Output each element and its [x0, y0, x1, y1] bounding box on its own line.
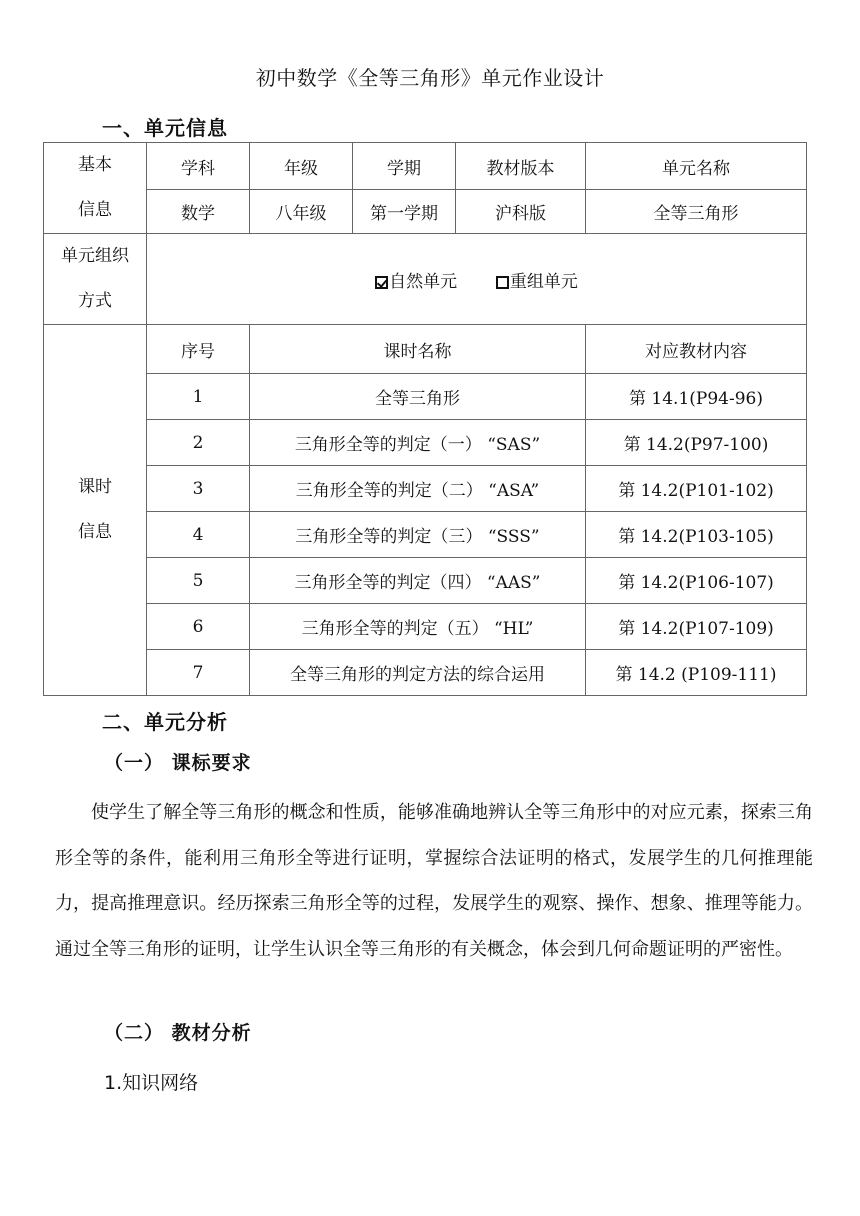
- table-row: [44, 558, 807, 604]
- lesson-header-row: [44, 325, 807, 374]
- value-textbook-version: 沪科版: [456, 190, 586, 234]
- lesson-content: 第 14.2(P107-109): [586, 604, 807, 650]
- lesson-no: 5: [147, 558, 250, 604]
- subheading-textbook-analysis: （二） 教材分析: [104, 1022, 252, 1044]
- org-options: [147, 234, 807, 325]
- value-subject: 数学: [147, 190, 250, 234]
- lesson-name: 全等三角形的判定方法的综合运用: [250, 650, 586, 696]
- header-subject: 学科: [147, 143, 250, 190]
- basic-info-label: 基本 信息: [44, 143, 147, 234]
- section-heading-unit-analysis: 二、单元分析: [102, 710, 228, 734]
- lesson-name: 三角形全等的判定（四） “AAS”: [250, 558, 586, 604]
- lesson-content: 第 14.2(P103-105): [586, 512, 807, 558]
- unit-info-table: [43, 142, 807, 696]
- page-title: 初中数学《全等三角形》单元作业设计: [255, 66, 605, 90]
- lesson-no: 1: [147, 374, 250, 420]
- lesson-no: 3: [147, 466, 250, 512]
- lesson-name: 三角形全等的判定（二） “ASA”: [250, 466, 586, 512]
- checked-checkbox-icon[interactable]: [375, 276, 388, 289]
- lesson-no: 7: [147, 650, 250, 696]
- lesson-name: 三角形全等的判定（三） “SSS”: [250, 512, 586, 558]
- basic-header-row: [44, 143, 807, 190]
- table-row: [44, 650, 807, 696]
- header-lesson-name: 课时名称: [250, 325, 586, 374]
- lesson-content: 第 14.2(P97-100): [586, 420, 807, 466]
- lesson-content: 第 14.1(P94-96): [586, 374, 807, 420]
- natural-unit-option[interactable]: 自然单元: [375, 272, 462, 292]
- org-label: 单元组织 方式: [44, 234, 147, 325]
- table-row: [44, 374, 807, 420]
- subheading-curriculum-requirements: （一） 课标要求: [104, 752, 252, 774]
- lesson-content: 第 14.2 (P109-111): [586, 650, 807, 696]
- value-grade: 八年级: [250, 190, 353, 234]
- value-unit-name: 全等三角形: [586, 190, 807, 234]
- lesson-info-label: 课时 信息: [44, 325, 147, 696]
- value-semester: 第一学期: [353, 190, 456, 234]
- table-row: [44, 604, 807, 650]
- lesson-name: 三角形全等的判定（五） “HL”: [250, 604, 586, 650]
- table-row: [44, 512, 807, 558]
- regrouped-unit-option[interactable]: 重组单元: [496, 272, 578, 292]
- lesson-content: 第 14.2(P101-102): [586, 466, 807, 512]
- empty-checkbox-icon[interactable]: [496, 276, 509, 289]
- subheading-knowledge-network: 1.知识网络: [104, 1072, 199, 1094]
- table-row: [44, 420, 807, 466]
- lesson-no: 2: [147, 420, 250, 466]
- basic-value-row: [44, 190, 807, 234]
- header-seq: 序号: [147, 325, 250, 374]
- header-textbook-content: 对应教材内容: [586, 325, 807, 374]
- lesson-name: 三角形全等的判定（一） “SAS”: [250, 420, 586, 466]
- header-textbook-version: 教材版本: [456, 143, 586, 190]
- lesson-no: 6: [147, 604, 250, 650]
- table-row: [44, 466, 807, 512]
- header-grade: 年级: [250, 143, 353, 190]
- lesson-no: 4: [147, 512, 250, 558]
- lesson-content: 第 14.2(P106-107): [586, 558, 807, 604]
- header-semester: 学期: [353, 143, 456, 190]
- lesson-name: 全等三角形: [250, 374, 586, 420]
- org-row: [44, 234, 807, 325]
- section-heading-unit-info: 一、单元信息: [102, 116, 228, 140]
- curriculum-requirements-paragraph: 使学生了解全等三角形的概念和性质，能够准确地辨认全等三角形中的对应元素，探索三角形全等的条件，能利用三角形全等进行证明，掌握综合法证明的格式，发展学生的几何推理能力，提高推理意识。经历探索三角形全等的过程，发展学生的观察、操作、想象、推理等能力。通过全等三角形的证明，让学生认识全等三角形的有关概念，体会到几何命题证明的严密性。: [55, 802, 813, 960]
- header-unit-name: 单元名称: [586, 143, 807, 190]
